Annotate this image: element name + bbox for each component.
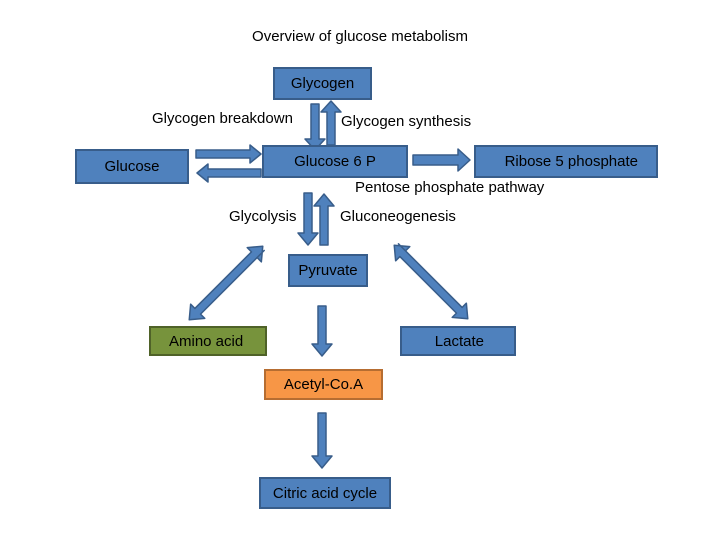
arrow-pyruvate-lactate [387, 238, 475, 326]
node-glucose-6-p-label: Glucose 6 P [294, 153, 376, 170]
node-ribose-5-phosphate-label: Ribose 5 phosphate [504, 153, 638, 170]
arrow-glycolysis [298, 193, 318, 245]
diagram-title: Overview of glucose metabolism [252, 28, 468, 45]
label-glycogen-breakdown: Glycogen breakdown [152, 110, 293, 127]
arrow-pyruvate-amino-acid [182, 239, 270, 327]
node-glycogen [273, 67, 372, 100]
node-glucose [75, 149, 189, 184]
label-glycogen-synthesis: Glycogen synthesis [341, 113, 472, 130]
node-ribose-5-phosphate [474, 145, 658, 178]
node-amino-acid [149, 326, 267, 356]
label-glycolysis: Glycolysis [229, 208, 297, 225]
arrow-pyruvate-to-acetyl-coa [312, 306, 332, 356]
node-pyruvate [288, 254, 368, 287]
node-pyruvate-label: Pyruvate [298, 262, 358, 279]
arrow-gluconeogenesis [314, 194, 334, 245]
label-pentose-phosphate-pathway: Pentose phosphate pathway [355, 179, 545, 196]
node-lactate-label: Lactate [434, 332, 484, 350]
node-glycogen-label: Glycogen [290, 75, 355, 92]
label-gluconeogenesis: Gluconeogenesis [340, 208, 456, 225]
arrow-g6p-to-glucose [197, 164, 261, 182]
node-acetyl-coa-label: Acetyl-Co.A [283, 376, 364, 393]
node-amino-acid-label: Amino acid [169, 332, 244, 350]
arrow-glucose-to-g6p [196, 145, 261, 163]
node-glucose-6-p [262, 145, 408, 178]
node-citric-acid-cycle [259, 477, 391, 509]
node-lactate [400, 326, 516, 356]
node-citric-acid-cycle-label: Citric acid cycle [272, 484, 378, 502]
node-glucose-label: Glucose [104, 158, 160, 175]
node-acetyl-coa [264, 369, 383, 400]
arrow-acetyl-coa-to-citric [312, 413, 332, 468]
arrow-g6p-to-ribose [413, 149, 470, 171]
